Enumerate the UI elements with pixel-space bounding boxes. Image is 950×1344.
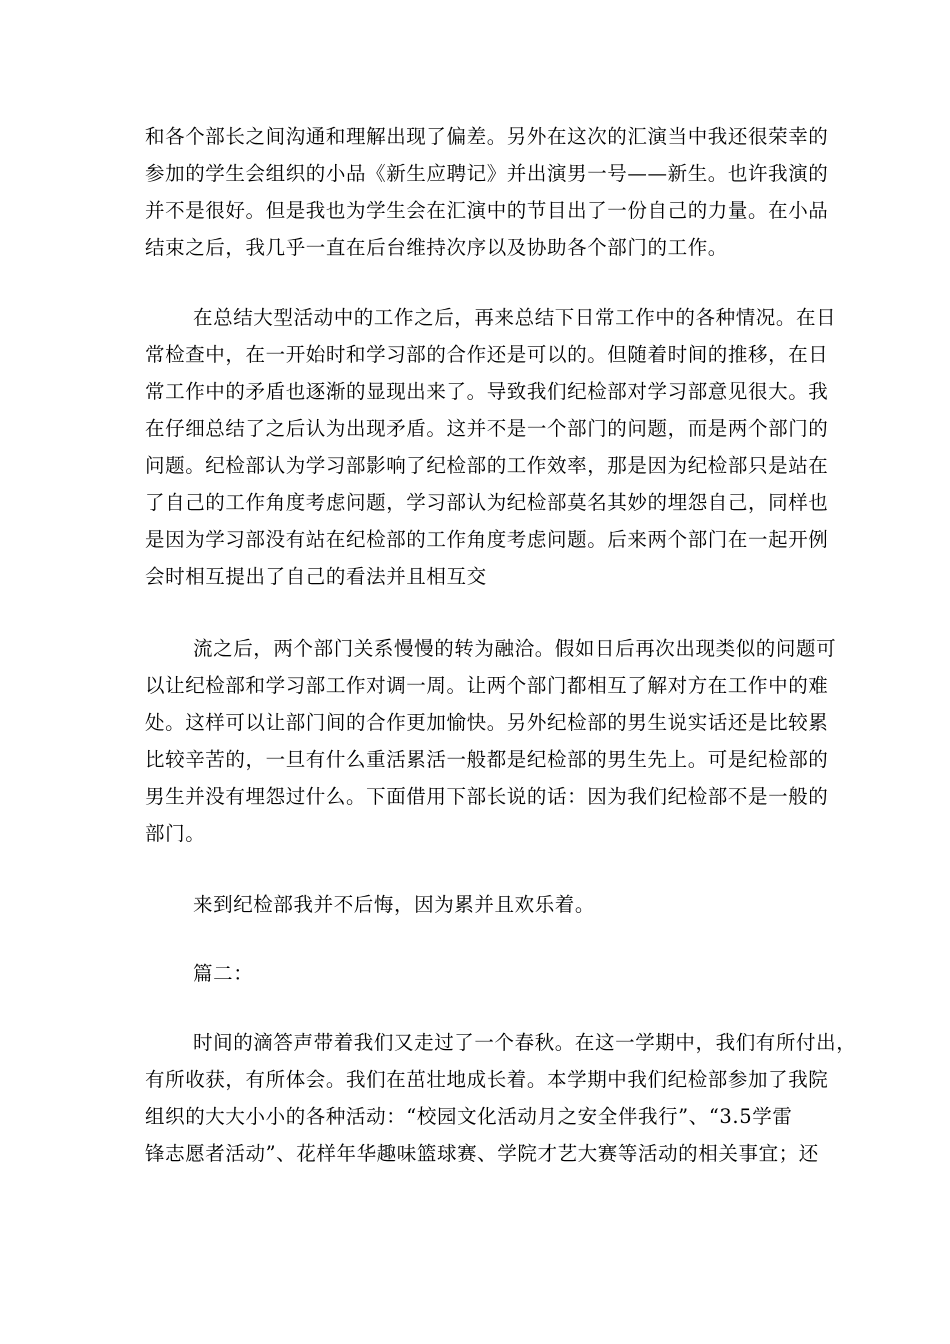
- section-heading: [145, 955, 825, 992]
- text-line: 结束之后，我几乎一直在后台维持次序以及协助各个部门的工作。: [145, 236, 728, 259]
- text-line: 有所收获，有所体会。我们在茁壮地成长着。本学期中我们纪检部参加了我院: [145, 1068, 829, 1091]
- text-line: 组织的大大小小的各种活动：“校园文化活动月之安全伴我行”、“3.5学雷: [145, 1105, 793, 1128]
- text-line: 篇二：: [193, 962, 254, 985]
- paragraph-4: [145, 886, 825, 923]
- paragraph-3: [145, 630, 837, 852]
- text-line: 在总结大型活动中的工作之后，再来总结下日常工作中的各种情况。在日: [193, 306, 837, 329]
- paragraph-1: [145, 118, 829, 266]
- text-line: 参加的学生会组织的小品《新生应聘记》并出演男一号——新生。也许我演的: [145, 162, 829, 185]
- text-line: 部门。: [145, 822, 206, 845]
- text-line: 和各个部长之间沟通和理解出现了偏差。另外在这次的汇演当中我还很荣幸的: [145, 125, 829, 148]
- text-line: 问题。纪检部认为学习部影响了纪检部的工作效率，那是因为纪检部只是站在: [145, 454, 829, 477]
- text-line: 在仔细总结了之后认为出现矛盾。这并不是一个部门的问题，而是两个部门的: [145, 417, 829, 440]
- text-line: 是因为学习部没有站在纪检部的工作角度考虑问题。后来两个部门在一起开例: [145, 528, 829, 551]
- text-line: 比较辛苦的，一旦有什么重活累活一般都是纪检部的男生先上。可是纪检部的: [145, 748, 829, 771]
- text-line: 时间的滴答声带着我们又走过了一个春秋。在这一学期中，我们有所付出，: [193, 1031, 857, 1054]
- text-line: 常工作中的矛盾也逐渐的显现出来了。导致我们纪检部对学习部意见很大。我: [145, 380, 829, 403]
- paragraph-2: [145, 299, 837, 595]
- text-line: 以让纪检部和学习部工作对调一周。让两个部门都相互了解对方在工作中的难: [145, 674, 829, 697]
- text-line: 常检查中，在一开始时和学习部的合作还是可以的。但随着时间的推移，在日: [145, 343, 829, 366]
- text-line: 流之后，两个部门关系慢慢的转为融洽。假如日后再次出现类似的问题可: [193, 637, 837, 660]
- text-line: 处。这样可以让部门间的合作更加愉快。另外纪检部的男生说实话还是比较累: [145, 711, 829, 734]
- text-line: 了自己的工作角度考虑问题，学习部认为纪检部莫名其妙的埋怨自己，同样也: [145, 491, 829, 514]
- text-line: 并不是很好。但是我也为学生会在汇演中的节目出了一份自己的力量。在小品: [145, 199, 829, 222]
- text-line: 锋志愿者活动”、花样年华趣味篮球赛、学院才艺大赛等活动的相关事宜；还: [145, 1142, 819, 1165]
- text-line: 来到纪检部我并不后悔，因为累并且欢乐着。: [193, 893, 596, 916]
- text-line: 会时相互提出了自己的看法并且相互交: [145, 565, 487, 588]
- paragraph-5: [145, 1024, 857, 1172]
- text-line: 男生并没有埋怨过什么。下面借用下部长说的话：因为我们纪检部不是一般的: [145, 785, 829, 808]
